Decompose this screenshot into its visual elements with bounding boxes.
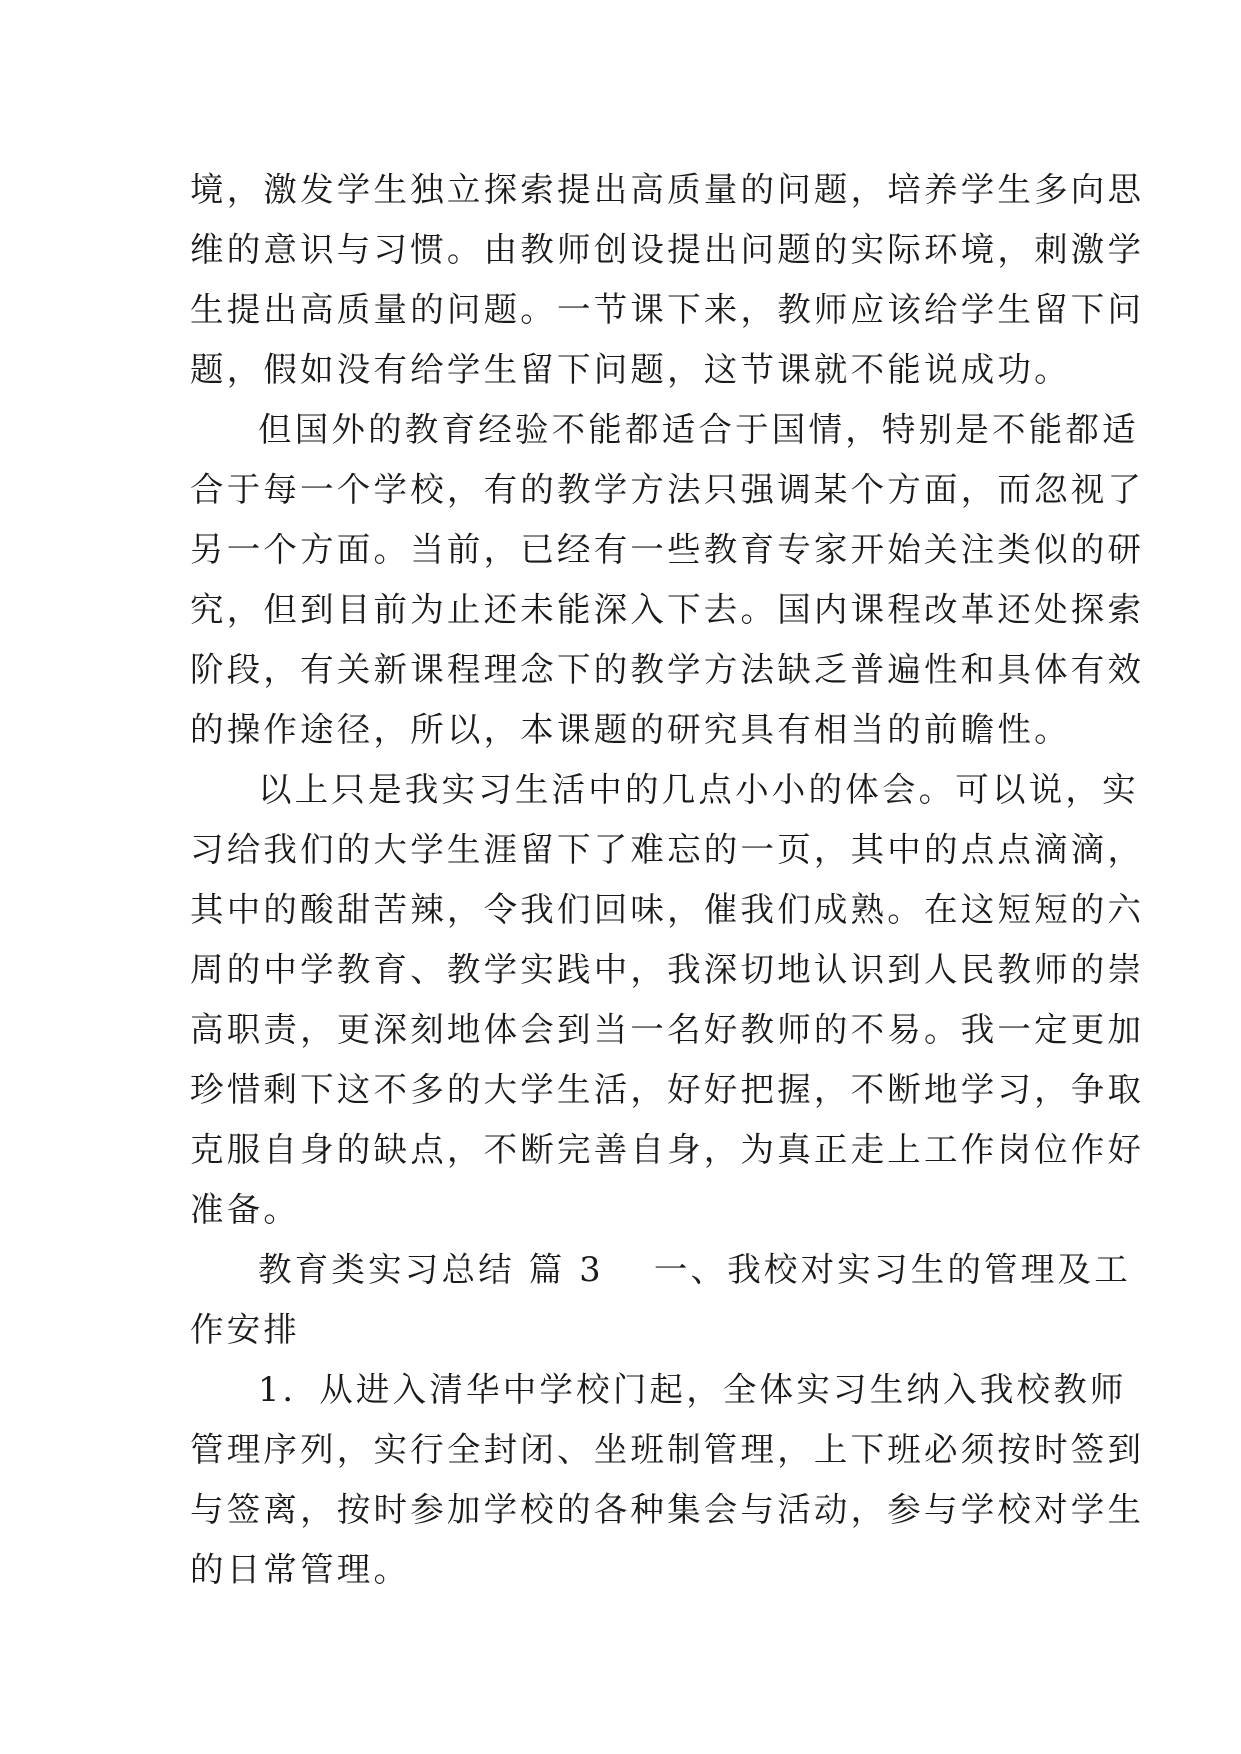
text-line: 的操作途径，所以，本课题的研究具有相当的前瞻性。 — [190, 710, 1071, 749]
text-line: 维的意识与习惯。由教师创设提出问题的实际环境，刺激学 — [190, 230, 1145, 269]
text-line: 作安排 — [190, 1310, 301, 1349]
paragraph-start-line: 1．从进入清华中学校门起，全体实习生纳入我校教师 — [258, 1370, 1127, 1409]
text-line: 阶段，有关新课程理念下的教学方法缺乏普遍性和具体有效 — [190, 650, 1145, 689]
text-line: 高职责，更深刻地体会到当一名好教师的不易。我一定更加 — [190, 1010, 1145, 1049]
section-subtitle: 一、我校对实习生的管理及工 — [653, 1250, 1131, 1289]
text-line: 周的中学教育、教学实践中，我深切地认识到人民教师的崇 — [190, 950, 1145, 989]
text-line: 珍惜剩下这不多的大学生活，好好把握，不断地学习，争取 — [190, 1070, 1145, 1109]
text-line: 管理序列，实行全封闭、坐班制管理，上下班必须按时签到 — [190, 1430, 1145, 1469]
paragraph-start-line: 以上只是我实习生活中的几点小小的体会。可以说，实 — [258, 770, 1139, 809]
text-line: 题，假如没有给学生留下问题，这节课就不能说成功。 — [190, 350, 1071, 389]
text-line: 生提出高质量的问题。一节课下来，教师应该给学生留下问 — [190, 290, 1145, 329]
text-line: 境，激发学生独立探索提出高质量的问题，培养学生多向思 — [190, 170, 1145, 209]
text-line: 克服自身的缺点，不断完善自身，为真正走上工作岗位作好 — [190, 1130, 1145, 1169]
text-line: 的日常管理。 — [190, 1550, 411, 1589]
text-line: 习给我们的大学生涯留下了难忘的一页，其中的点点滴滴， — [190, 830, 1145, 869]
paragraph-start-line: 但国外的教育经验不能都适合于国情，特别是不能都适 — [258, 410, 1139, 449]
text-line: 合于每一个学校，有的教学方法只强调某个方面，而忽视了 — [190, 470, 1145, 509]
text-line: 准备。 — [190, 1190, 301, 1229]
text-line: 与签离，按时参加学校的各种集会与活动，参与学校对学生 — [190, 1490, 1145, 1529]
body-text — [190, 160, 1145, 1600]
text-line: 其中的酸甜苦辣，令我们回味，催我们成熟。在这短短的六 — [190, 890, 1145, 929]
section-title: 教育类实习总结 篇 3 — [258, 1250, 604, 1289]
text-line: 究，但到目前为止还未能深入下去。国内课程改革还处探索 — [190, 590, 1145, 629]
section-heading-line — [190, 1240, 1131, 1300]
text-line: 另一个方面。当前，已经有一些教育专家开始关注类似的研 — [190, 530, 1145, 569]
